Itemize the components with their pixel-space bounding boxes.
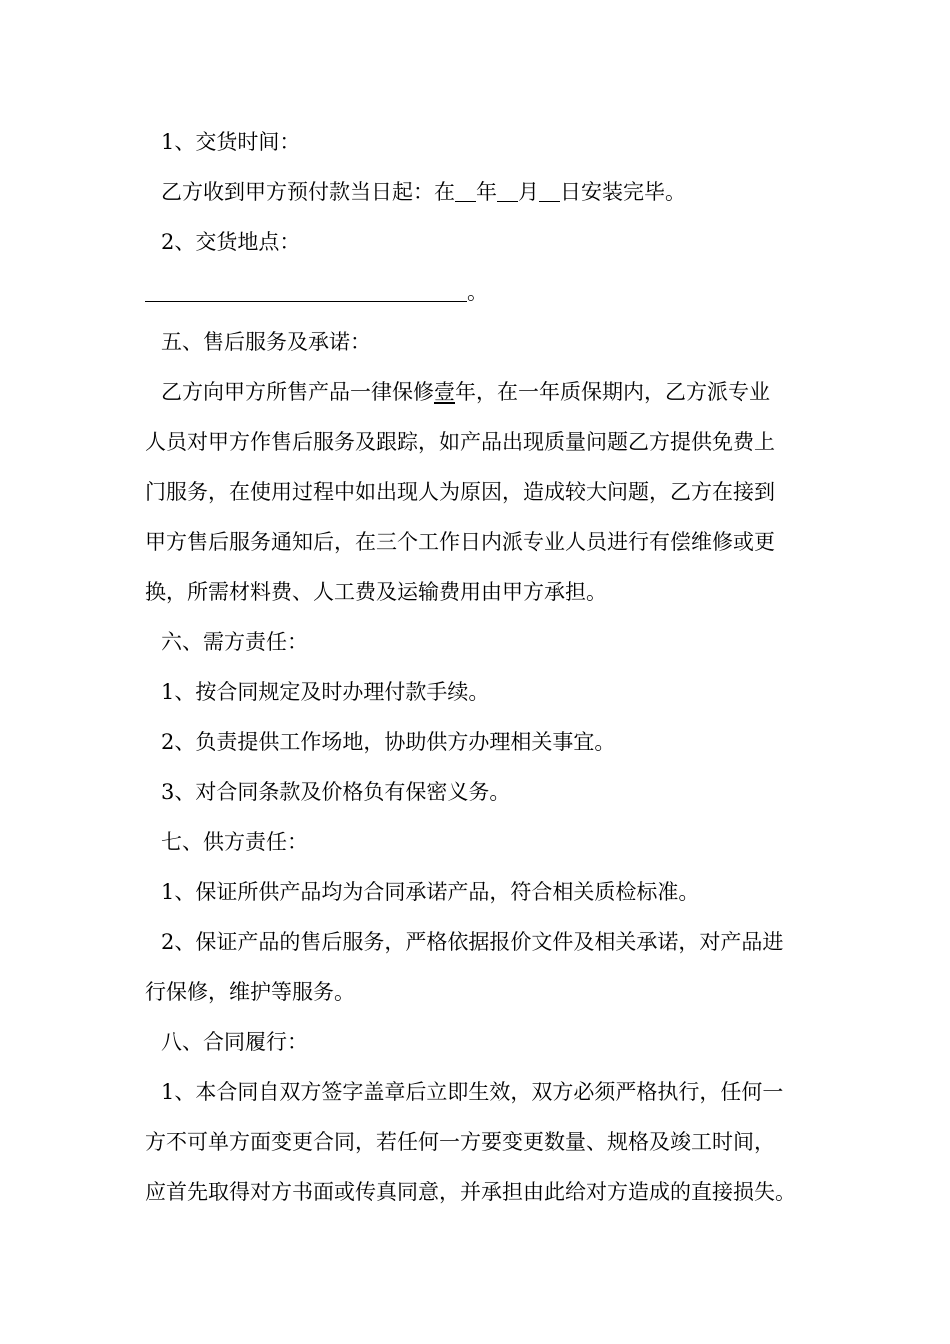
section5-line2: 人员对甲方作售后服务及跟踪，如产品出现质量问题乙方提供免费上	[145, 430, 775, 454]
month-blank	[497, 181, 518, 202]
delivery-time-prefix: 乙方收到甲方预付款当日起：在	[161, 180, 455, 204]
warranty-years: 壹	[434, 380, 455, 404]
section8-line3: 应首先取得对方书面或传真同意，并承担由此给对方造成的直接损失。	[145, 1180, 796, 1204]
section5-line1-a: 乙方向甲方所售产品一律保修	[161, 380, 434, 404]
delivery-place-heading: 2、交货地点：	[161, 230, 301, 254]
year-blank	[455, 181, 476, 202]
section7-item-2-line2: 行保修，维护等服务。	[145, 980, 355, 1004]
section8-line2: 方不可单方面变更合同，若任何一方要变更数量、规格及竣工时间，	[145, 1130, 775, 1154]
section5-line1-b: 年，在一年质保期内，乙方派专业	[455, 380, 770, 404]
day-suffix: 日安装完毕。	[560, 180, 686, 204]
section5-line5: 换，所需材料费、人工费及运输费用由甲方承担。	[145, 580, 607, 604]
day-blank	[539, 181, 560, 202]
delivery-time-heading: 1、交货时间：	[161, 130, 301, 154]
section7-item-2-line1: 2、保证产品的售后服务，严格依据报价文件及相关承诺，对产品进	[161, 930, 784, 954]
section7-heading: 七、供方责任：	[161, 830, 308, 854]
place-blank	[145, 281, 467, 302]
section6-heading: 六、需方责任：	[161, 630, 308, 654]
delivery-time-text	[145, 178, 841, 206]
section6-item-1: 1、按合同规定及时办理付款手续。	[161, 680, 490, 704]
section7-item-1: 1、保证所供产品均为合同承诺产品，符合相关质检标准。	[161, 880, 700, 904]
month-label: 月	[518, 180, 539, 204]
section6-item-3: 3、对合同条款及价格负有保密义务。	[161, 780, 511, 804]
place-suffix: 。	[467, 280, 488, 304]
delivery-place-line	[145, 278, 825, 306]
section5-line1	[145, 378, 841, 406]
section6-item-2: 2、负责提供工作场地，协助供方办理相关事宜。	[161, 730, 616, 754]
section5-line3: 门服务，在使用过程中如出现人为原因，造成较大问题，乙方在接到	[145, 480, 775, 504]
section8-heading: 八、合同履行：	[161, 1030, 308, 1054]
section5-heading: 五、售后服务及承诺：	[161, 330, 371, 354]
section8-line1: 1、本合同自双方签字盖章后立即生效，双方必须严格执行，任何一	[161, 1080, 784, 1104]
section5-line4: 甲方售后服务通知后，在三个工作日内派专业人员进行有偿维修或更	[145, 530, 775, 554]
year-label: 年	[476, 180, 497, 204]
